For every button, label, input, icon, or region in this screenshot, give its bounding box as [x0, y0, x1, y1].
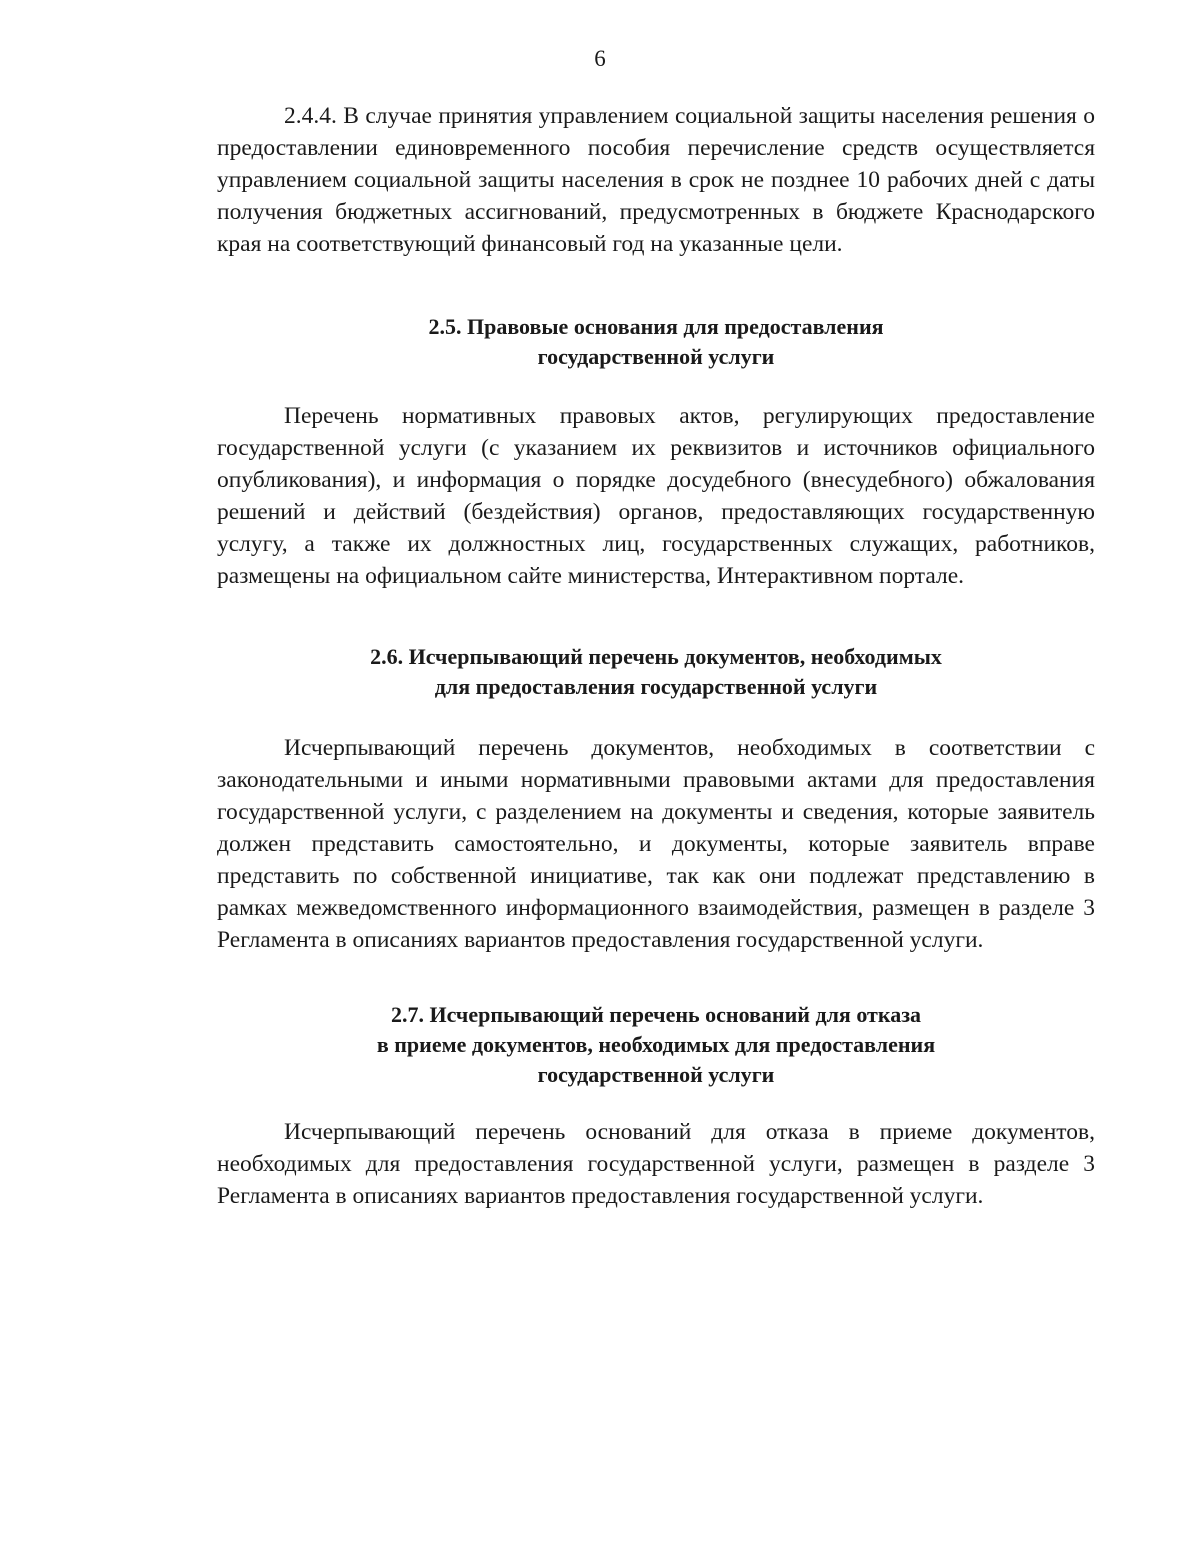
paragraph-2-5: Перечень нормативных правовых актов, регулирующих предоставление государственной услуги (с указанием их реквизитов и источников официального опубликования), и информация о порядке досудебного (внесудебного) обжалования решений и действий (бездействия) органов, предоставляющих государственную услугу, а также их должностных лиц, государственных служащих, работников, размещены на официальном сайте министерства, Интерактивном портале. [217, 403, 1095, 589]
heading-2-6-line-2: для предоставления государственной услуги [434, 674, 878, 699]
paragraph-2-6: Исчерпывающий перечень документов, необходимых в соответствии с законодательными и иными нормативными правовыми актами для предоставления государственной услуги, с разделением на документы и сведения, которые заявитель должен представить самостоятельно, и документы, которые заявитель вправе представить по собственной инициативе, так как они подлежат представлению в рамках межведомственного информационного взаимодействия, размещен в разделе 3 Регламента в описаниях вариантов предоставления государственной услуги. [217, 735, 1095, 953]
paragraph-2-4-4: 2.4.4. В случае принятия управлением социальной защиты населения решения о предоставлении единовременного пособия перечисление средств осуществляется управлением социальной защиты населения в срок не позднее 10 рабочих дней с даты получения бюджетных ассигнований, предусмотренных в бюджете Краснодарского края на соответствующий финансовый год на указанные цели. [217, 103, 1095, 257]
page-number: 6 [594, 46, 606, 71]
heading-2-7 [217, 1000, 1095, 1090]
paragraph-2-7: Исчерпывающий перечень оснований для отказа в приеме документов, необходимых для предоставления государственной услуги, размещен в разделе 3 Регламента в описаниях вариантов предоставления государственной услуги. [217, 1119, 1095, 1209]
heading-2-6-line-1: 2.6. Исчерпывающий перечень документов, необходимых [370, 644, 942, 669]
heading-2-5 [217, 312, 1095, 372]
heading-2-5-line-1: 2.5. Правовые основания для предоставления [428, 314, 884, 339]
heading-2-7-line-1: 2.7. Исчерпывающий перечень оснований для отказа [390, 1002, 922, 1027]
heading-2-5-line-2: государственной услуги [537, 344, 775, 369]
heading-2-7-line-3: государственной услуги [537, 1062, 775, 1087]
heading-2-6 [217, 642, 1095, 702]
heading-2-7-line-2: в приеме документов, необходимых для предоставления [376, 1032, 936, 1057]
